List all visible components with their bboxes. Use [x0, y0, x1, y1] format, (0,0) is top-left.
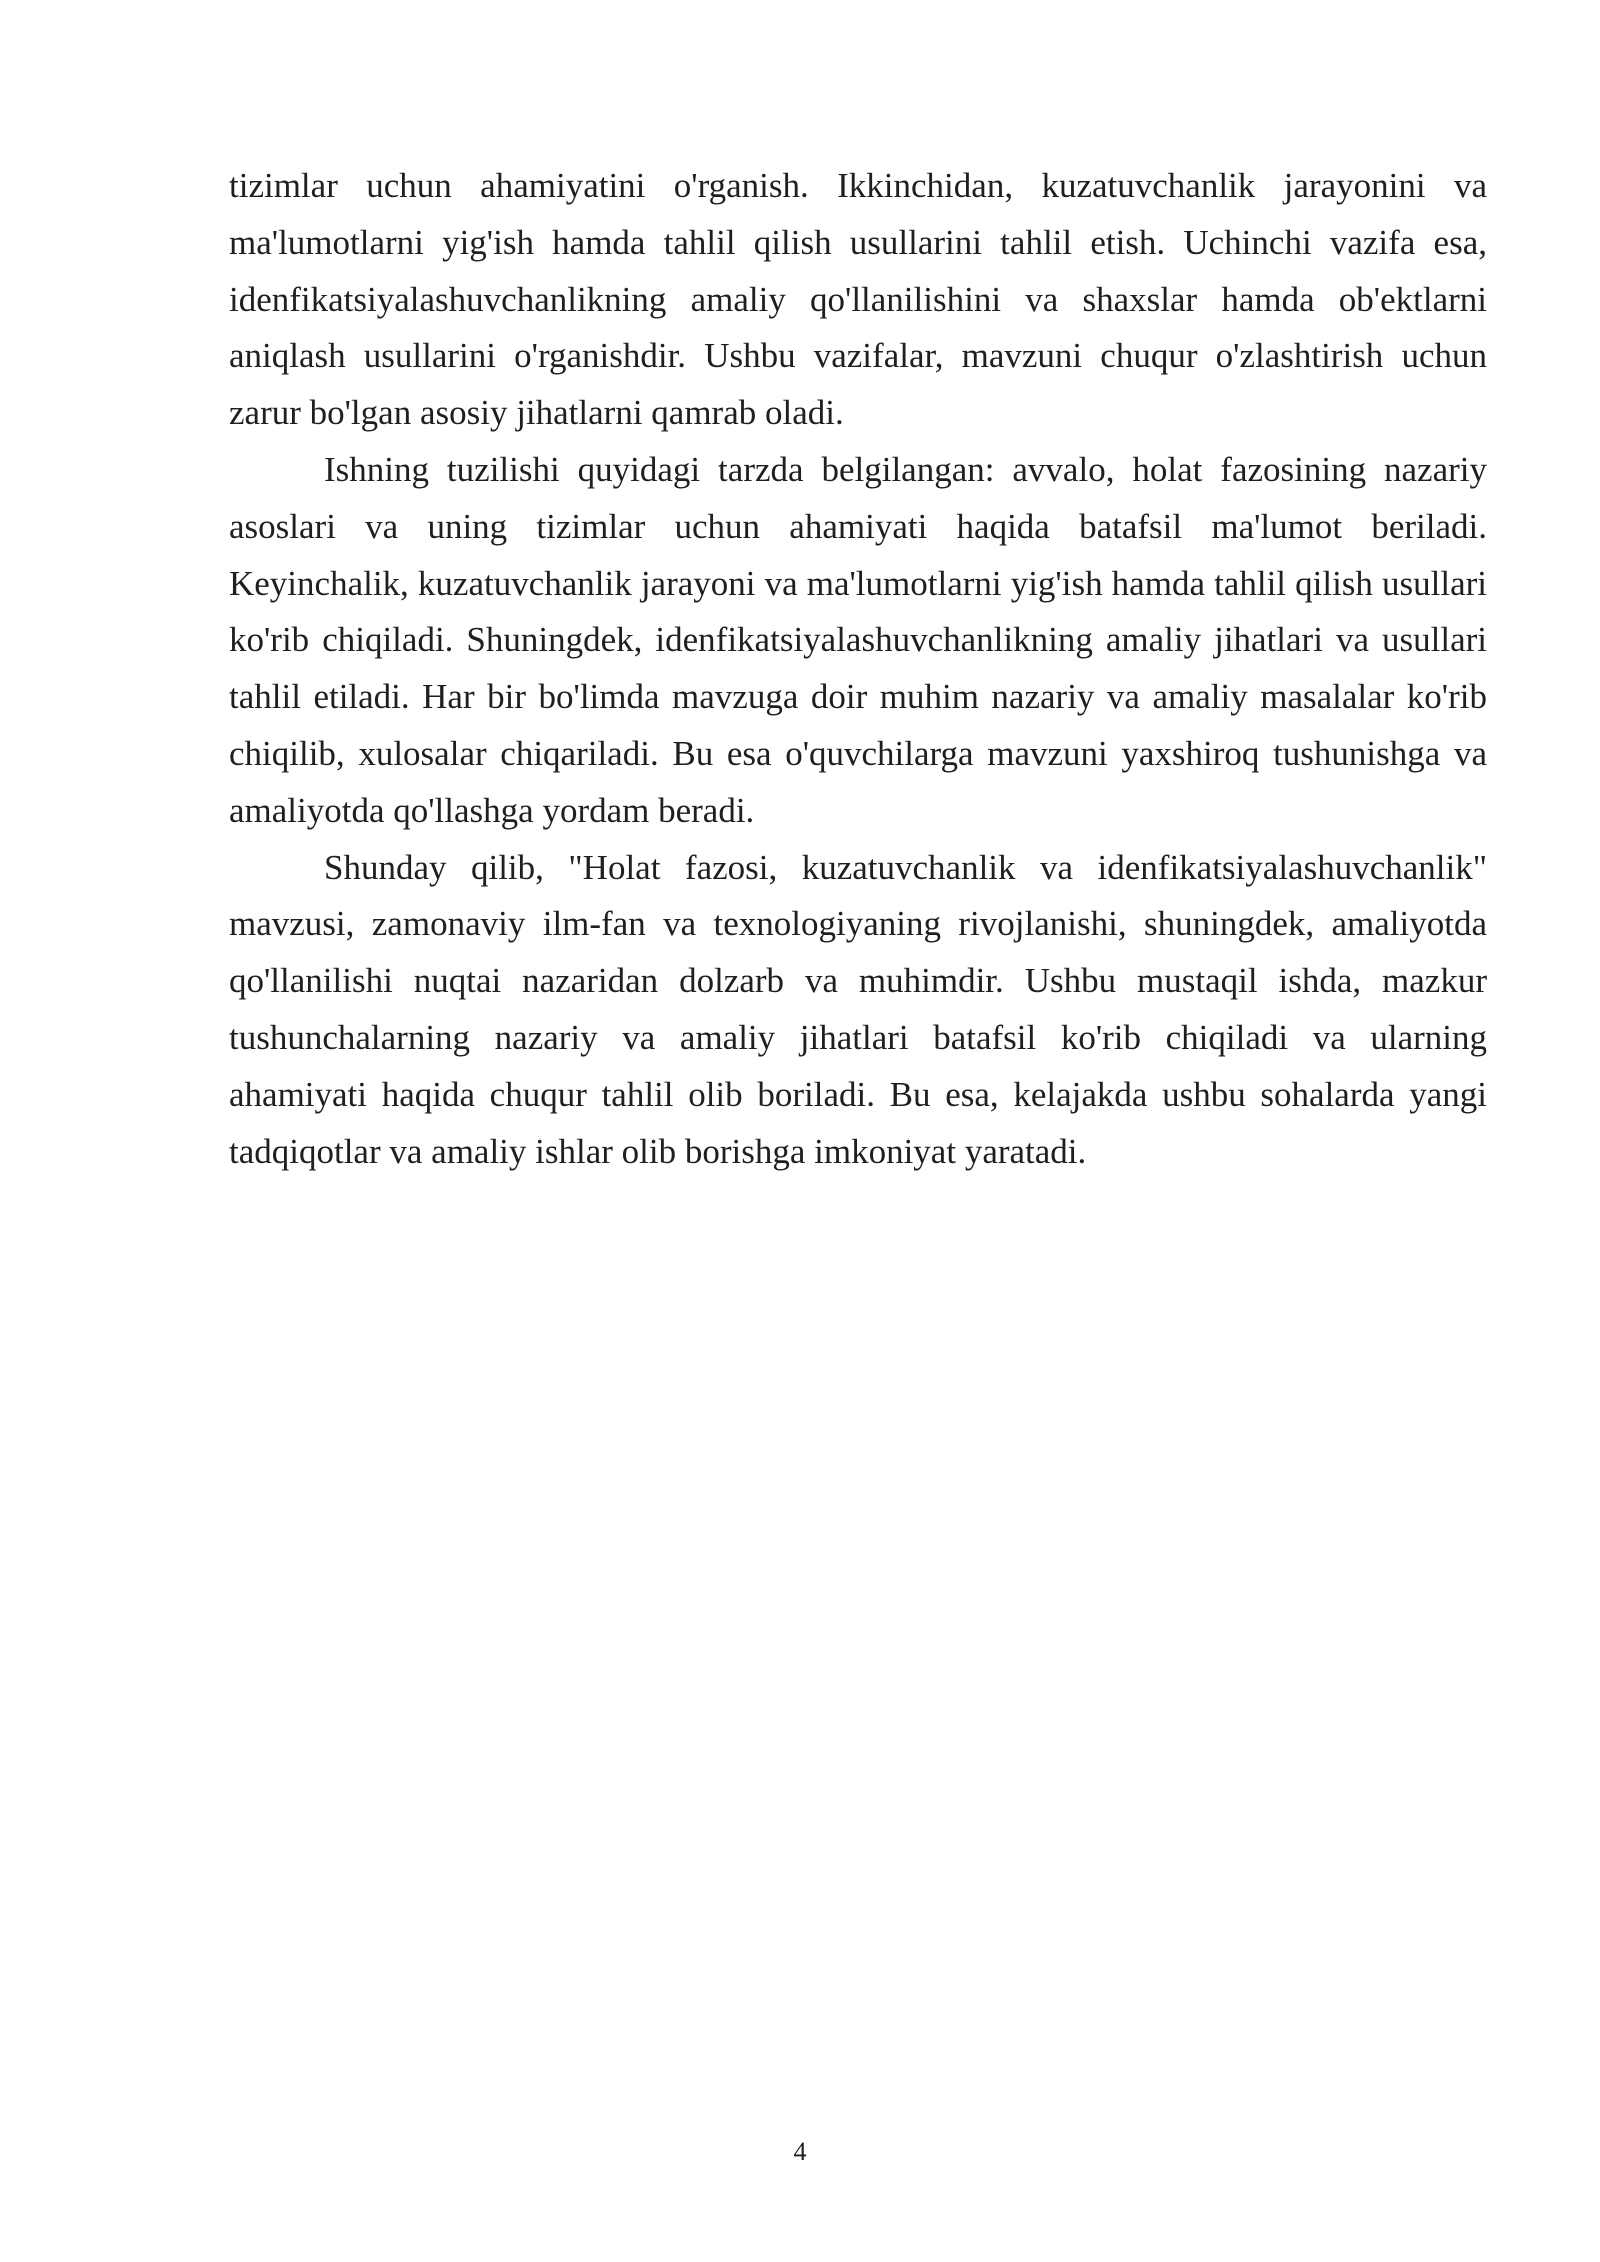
paragraph-continuation: tizimlar uchun ahamiyatini o'rganish. Ikkinchidan, kuzatuvchanlik jarayonini va ma'lumotlarni yig'ish hamda tahlil qilish usullarini tahlil etish. Uchinchi vazifa esa, idenfikatsiyalashuvchanlikning amaliy qo'llanilishini va shaxslar hamda ob'ektlarni aniqlash usullarini o'rganishdir. Ushbu vazifalar, mavzuni chuqur o'zlashtirish uchun zarur bo'lgan asosiy jihatlarni qamrab oladi.: [229, 166, 1487, 433]
paragraph-conclusion: Shunday qilib, "Holat fazosi, kuzatuvchanlik va idenfikatsiyalashuvchanlik" mavzusi, zamonaviy ilm-fan va texnologiyaning rivojlanishi, shuningdek, amaliyotda qo'llanilishi nuqtai nazaridan dolzarb va muhimdir. Ushbu mustaqil ishda, mazkur tushunchalarning nazariy va amaliy jihatlari batafsil ko'rib chiqiladi va ularning ahamiyati haqida chuqur tahlil olib boriladi. Bu esa, kelajakda ushbu sohalarda yangi tadqiqotlar va amaliy ishlar olib borishga imkoniyat yaratadi.: [229, 847, 1487, 1171]
page-number: 4: [793, 2137, 807, 2166]
paragraph-structure: Ishning tuzilishi quyidagi tarzda belgilangan: avvalo, holat fazosining nazariy asoslari va uning tizimlar uchun ahamiyati haqida batafsil ma'lumot beriladi. Keyinchalik, kuzatuvchanlik jarayoni va ma'lumotlarni yig'ish hamda tahlil qilish usullari ko'rib chiqiladi. Shuningdek, idenfikatsiyalashuvchanlikning amaliy jihatlari va usullari tahlil etiladi. Har bir bo'limda mavzuga doir muhim nazariy va amaliy masalalar ko'rib chiqilib, xulosalar chiqariladi. Bu esa o'quvchilarga mavzuni yaxshiroq tushunishga va amaliyotda qo'llashga yordam beradi.: [229, 449, 1487, 830]
document-body: [229, 158, 1487, 1180]
